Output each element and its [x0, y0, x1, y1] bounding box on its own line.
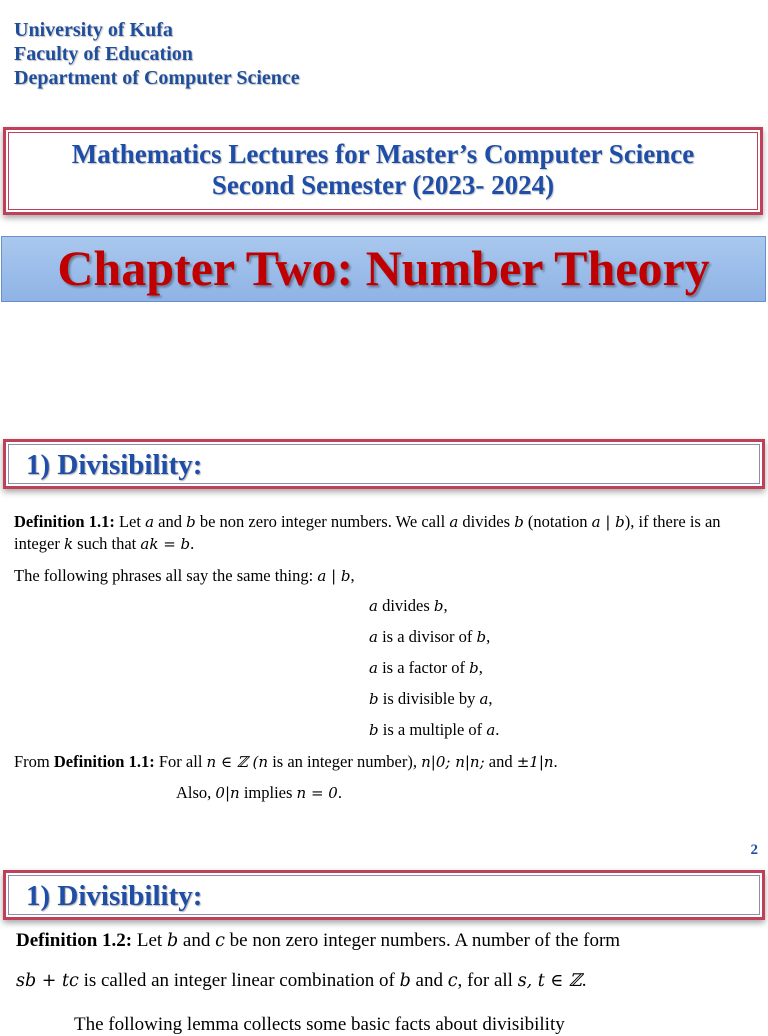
chapter-banner [1, 236, 766, 302]
section-heading-box-1 [3, 439, 765, 489]
phrase-item: a is a divisor of b, [369, 627, 491, 646]
phrase-item: b is divisible by a, [369, 689, 493, 708]
equivalent-phrases-list [369, 595, 499, 750]
page-number: 2 [750, 842, 758, 858]
from-definition-line: From Definition 1.1: For all n ∈ ℤ (n is an integer number), n|0; n|n; and ±1|n. [14, 752, 558, 771]
institution-header [14, 18, 300, 90]
phrase-item: b is a multiple of a. [369, 720, 500, 739]
course-title: Mathematics Lectures for Master’s Computer Science [71, 139, 695, 169]
faculty-name: Faculty of Education [14, 43, 193, 65]
course-title-box [3, 127, 763, 215]
phrases-intro: The following phrases all say the same thing: a | b, [14, 566, 355, 585]
semester-title: Second Semester (2023- 2024) [211, 170, 555, 200]
department-name: Department of Computer Science [14, 67, 300, 89]
section-heading-1: 1) Divisibility: [26, 449, 203, 481]
definition-1-1: Definition 1.1: Let a and b be non zero integer numbers. We call a divides b (notation a | b), if there is an integer k such that ak = b. [14, 512, 721, 553]
cutoff-text-line: The following lemma collects some basic facts about divisibility [74, 1014, 565, 1035]
also-line: Also, 0|n implies n = 0. [176, 783, 342, 802]
phrase-item: a is a factor of b, [369, 658, 483, 677]
definition-1-1-label: Definition 1.1: [14, 512, 115, 531]
definition-1-2-label: Definition 1.2: [16, 930, 133, 951]
university-name: University of Kufa [14, 19, 173, 41]
definition-1-2: Definition 1.2: Let b and c be non zero integer numbers. A number of the form sb + tc is called an integer linear combination of b and c, for all s, t ∈ ℤ. [16, 930, 621, 991]
section-heading-2: 1) Divisibility: [26, 880, 203, 912]
section-heading-box-2 [3, 870, 765, 920]
phrase-item: a divides b, [369, 596, 448, 615]
chapter-title: Chapter Two: Number Theory [57, 240, 710, 296]
